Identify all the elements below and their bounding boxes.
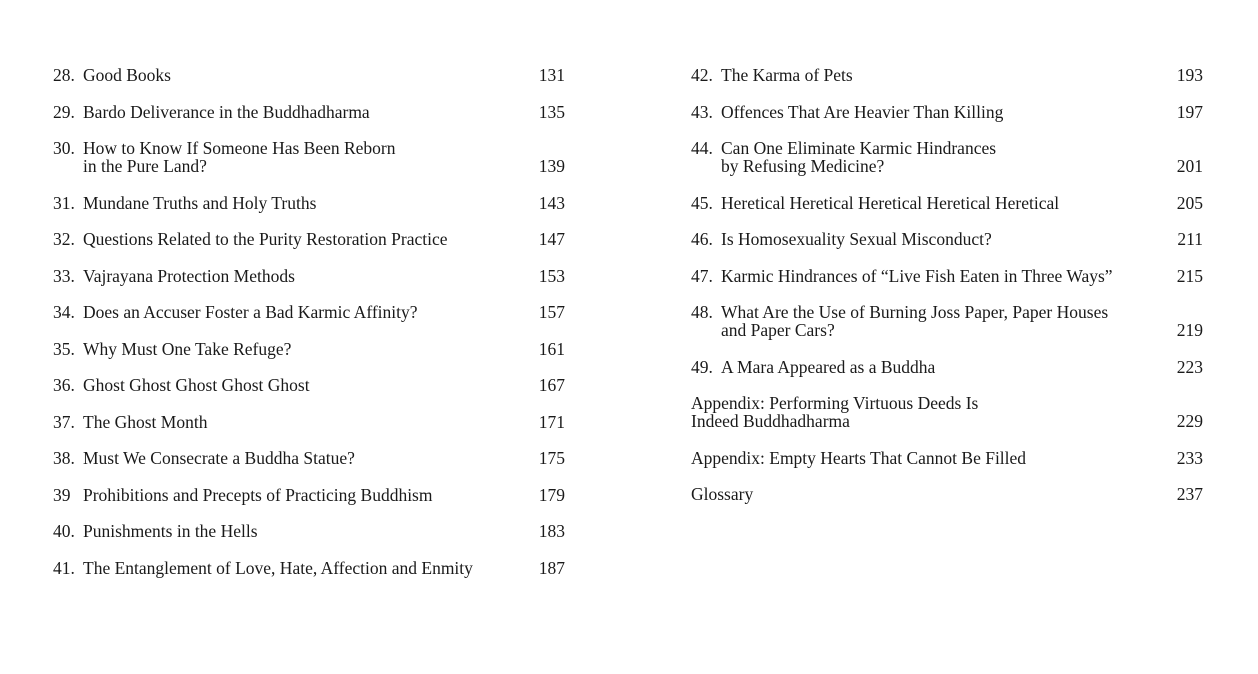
toc-entry-number: 38.	[53, 448, 75, 468]
toc-entry-title-line: in the Pure Land?	[83, 156, 207, 176]
toc-entry-title-line: Ghost Ghost Ghost Ghost Ghost	[83, 375, 310, 395]
toc-entry-title-line: and Paper Cars?	[721, 320, 835, 340]
toc-entry-page-number: 143	[538, 192, 565, 213]
toc-entry[interactable]	[53, 139, 565, 175]
toc-entry-title-line: Does an Accuser Foster a Bad Karmic Affinity?	[83, 302, 418, 322]
toc-entry-page-number: 139	[538, 156, 565, 176]
toc-entry-title-line: Prohibitions and Precepts of Practicing Buddhism	[83, 484, 433, 505]
toc-entry-number: 35.	[53, 338, 75, 359]
toc-entry[interactable]	[691, 449, 1203, 467]
toc-entry-page-number: 167	[538, 375, 565, 395]
toc-entry-title	[721, 103, 1173, 121]
toc-entry[interactable]	[691, 139, 1203, 175]
toc-entry-title-line: Indeed Buddhadharma	[691, 411, 850, 431]
toc-entry-title	[721, 66, 1173, 84]
toc-entry-page-number: 237	[1176, 484, 1203, 504]
toc-entry[interactable]	[691, 485, 1203, 503]
toc-entry-number: 29.	[53, 101, 75, 122]
toc-entry[interactable]	[53, 522, 565, 540]
toc-entry-page-number: 229	[1176, 411, 1203, 431]
toc-entry-page-number: 215	[1176, 265, 1203, 286]
toc-entry-page-number: 161	[538, 338, 565, 359]
toc-entry-page-number: 193	[1176, 65, 1203, 85]
toc-entry-number: 32.	[53, 229, 75, 249]
toc-entry-title	[83, 66, 535, 84]
toc-entry-page-number: 175	[538, 448, 565, 468]
toc-entry-title-line: How to Know If Someone Has Been Reborn	[83, 138, 396, 158]
toc-entry[interactable]	[53, 376, 565, 394]
toc-entry[interactable]	[691, 66, 1203, 84]
toc-entry-number: 41.	[53, 557, 75, 578]
toc-entry-title	[83, 376, 535, 394]
toc-entry[interactable]	[691, 194, 1203, 212]
toc-entry-title	[83, 230, 535, 248]
toc-entry-title	[83, 303, 535, 321]
toc-entry-title-line: Can One Eliminate Karmic Hindrances	[721, 138, 997, 158]
toc-entry-title-line: A Mara Appeared as a Buddha	[721, 356, 936, 377]
toc-entry[interactable]	[53, 303, 565, 321]
toc-entry-page-number: 179	[538, 484, 565, 505]
toc-entry[interactable]	[53, 449, 565, 467]
toc-entry-number: 42.	[691, 65, 713, 85]
toc-entry-title-line: Good Books	[83, 65, 171, 85]
toc-entry[interactable]	[53, 340, 565, 358]
toc-entry-title	[83, 103, 535, 121]
toc-entry-title	[83, 486, 535, 504]
toc-entry-title-line: Must We Consecrate a Buddha Statue?	[83, 448, 355, 468]
toc-entry[interactable]	[691, 358, 1203, 376]
toc-entry-page-number: 205	[1176, 192, 1203, 213]
toc-entry-title-line: by Refusing Medicine?	[721, 156, 885, 176]
toc-entry[interactable]	[53, 413, 565, 431]
toc-entry-title-line: What Are the Use of Burning Joss Paper, Paper Houses	[721, 302, 1109, 322]
toc-entry-number: 36.	[53, 375, 75, 395]
toc-entry-title-line: Is Homosexuality Sexual Misconduct?	[721, 229, 992, 249]
toc-entry-number: 33.	[53, 265, 75, 286]
toc-entry-number: 31.	[53, 192, 75, 213]
toc-entry[interactable]	[691, 394, 1203, 430]
toc-entry-title-line: The Entanglement of Love, Hate, Affection and Enmity	[83, 557, 473, 578]
toc-entry-page-number: 197	[1176, 101, 1203, 122]
toc-entry-title	[83, 194, 535, 212]
toc-entry-title	[83, 522, 535, 540]
toc-entry-title-line: Appendix: Empty Hearts That Cannot Be Filled	[691, 447, 1027, 468]
toc-entry-title	[83, 559, 535, 577]
toc-entry-title	[721, 267, 1173, 285]
toc-entry[interactable]	[53, 66, 565, 84]
toc-entry-title-line: Punishments in the Hells	[83, 521, 258, 541]
toc-entry-number: 48.	[691, 302, 713, 322]
toc-entry-title-line: The Ghost Month	[83, 411, 208, 432]
toc-entry-page-number: 187	[538, 557, 565, 578]
toc-entry-title-line: Appendix: Performing Virtuous Deeds Is	[691, 393, 979, 413]
toc-entry-title-line: Offences That Are Heavier Than Killing	[721, 101, 1004, 122]
toc-entry-title	[691, 485, 1173, 503]
toc-entry-number: 30.	[53, 138, 75, 158]
toc-entry-page-number: 135	[538, 101, 565, 122]
toc-entry-title-line: Glossary	[691, 484, 754, 504]
toc-entry-page-number: 223	[1176, 356, 1203, 377]
toc-entry-page-number: 233	[1176, 447, 1203, 468]
toc-entry-page-number: 147	[538, 229, 565, 249]
toc-entry-page-number: 201	[1176, 156, 1203, 176]
toc-entry[interactable]	[53, 267, 565, 285]
toc-right-column	[691, 66, 1203, 522]
toc-entry-number: 34.	[53, 302, 75, 322]
toc-entry-number: 45.	[691, 192, 713, 213]
toc-entry-number: 47.	[691, 265, 713, 286]
toc-entry-title-line: Why Must One Take Refuge?	[83, 338, 292, 359]
toc-entry[interactable]	[53, 486, 565, 504]
toc-entry-title	[691, 394, 1173, 430]
toc-entry-title	[83, 413, 535, 431]
toc-entry-page-number: 153	[538, 265, 565, 286]
toc-entry-title	[721, 358, 1173, 376]
toc-entry-number: 28.	[53, 65, 75, 85]
toc-entry-page-number: 211	[1177, 229, 1203, 249]
toc-entry[interactable]	[53, 194, 565, 212]
toc-entry-title-line: Heretical Heretical Heretical Heretical Heretical	[721, 192, 1060, 213]
toc-entry-number: 39	[53, 484, 71, 505]
toc-entry-title-line: Bardo Deliverance in the Buddhadharma	[83, 101, 370, 122]
toc-entry-number: 40.	[53, 521, 75, 541]
toc-entry-number: 43.	[691, 101, 713, 122]
toc-entry-title	[721, 230, 1173, 248]
toc-entry-title-line: Vajrayana Protection Methods	[83, 265, 295, 286]
toc-entry-page-number: 157	[538, 302, 565, 322]
toc-entry-title	[83, 449, 535, 467]
toc-entry-page-number: 183	[538, 521, 565, 541]
toc-entry[interactable]	[691, 230, 1203, 248]
toc-left-column	[53, 66, 565, 595]
toc-entry[interactable]	[691, 303, 1203, 339]
toc-entry-title-line: Questions Related to the Purity Restoration Practice	[83, 229, 448, 249]
toc-entry[interactable]	[691, 267, 1203, 285]
toc-entry-number: 49.	[691, 356, 713, 377]
toc-entry-number: 44.	[691, 138, 713, 158]
toc-entry-number: 46.	[691, 229, 713, 249]
toc-entry-title-line: Mundane Truths and Holy Truths	[83, 192, 317, 213]
toc-entry-title-line: The Karma of Pets	[721, 65, 853, 85]
toc-entry-page-number: 171	[538, 411, 565, 432]
toc-entry-title	[721, 139, 1173, 175]
toc-entry[interactable]	[53, 230, 565, 248]
toc-entry-title	[691, 449, 1173, 467]
toc-entry-title-line: Karmic Hindrances of “Live Fish Eaten in Three Ways”	[721, 265, 1113, 286]
toc-entry[interactable]	[53, 103, 565, 121]
toc-entry-title	[721, 194, 1173, 212]
toc-entry-title	[83, 139, 535, 175]
toc-entry-title	[83, 340, 535, 358]
toc-entry-page-number: 219	[1176, 320, 1203, 340]
toc-entry[interactable]	[53, 559, 565, 577]
toc-entry-number: 37.	[53, 411, 75, 432]
toc-entry-title	[83, 267, 535, 285]
toc-entry-title	[721, 303, 1173, 339]
toc-entry[interactable]	[691, 103, 1203, 121]
toc-entry-page-number: 131	[538, 65, 565, 85]
